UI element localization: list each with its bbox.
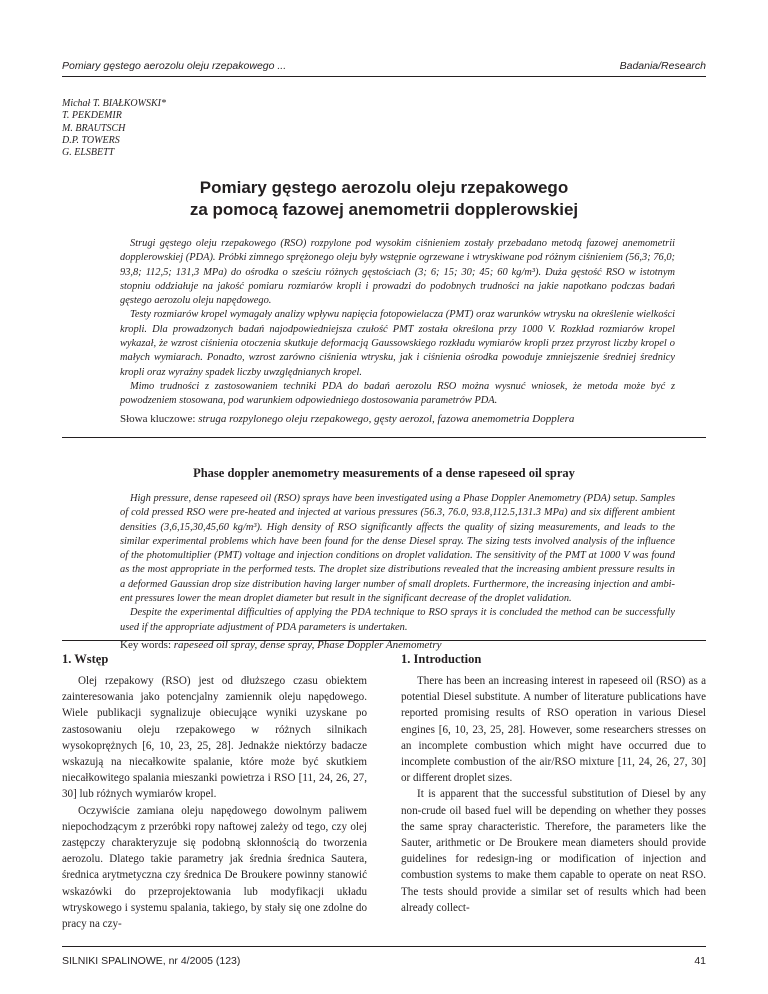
keywords-text: struga rozpylonego oleju rzepakowego, gęsty aerozol, fazowa anemometria Dopplera: [198, 412, 575, 425]
author: Michał T. BIAŁKOWSKI*: [62, 98, 166, 109]
abstract-paragraph: Strugi gęstego oleju rzepakowego (RSO) rozpylone pod wysokim ciśnieniem zostały przebadano metodą fazowej anemometrii dopplerowskiej (PDA). Próbki zimnego sprężonego oleju były wstępnie ogrzewane i wtryskiwane pod różnym ciśnieniem (56,3; 76,0; 93,8; 112,5; 131,3 MPa) do ośrodka o sześciu różnych gęstościach (3; 6; 15; 30; 45; 60 kg/m³). Duża gęstość RSO w istotnym stopniu oddziałuje na jakość pomiaru rozmiarów kropli i prowadzi do podobnych trudności na jakie napotkano podczas badań gęstego aerozolu oleju napędowego.: [120, 238, 675, 307]
author-list: [62, 98, 166, 159]
author: T. PEKDEMIR: [62, 110, 122, 122]
keywords-text: rapeseed oil spray, dense spray, Phase Doppler Anemometry: [173, 638, 442, 651]
section-rule: [62, 640, 706, 641]
author: G. ELSBETT: [62, 147, 115, 159]
title-line: za pomocą fazowej anemometrii dopplerowskiej: [189, 200, 579, 219]
running-header-title: Pomiary gęstego aerozolu oleju rzepakowego ...: [62, 60, 287, 72]
journal-citation: SILNIKI SPALINOWE, nr 4/2005 (123): [62, 955, 241, 967]
footer-rule: [62, 946, 706, 947]
abstract-pl: [120, 237, 675, 426]
abstract-en: [120, 492, 675, 652]
author: D.P. TOWERS: [62, 134, 120, 146]
abstract-paragraph: Despite the experimental difficulties of applying the PDA technique to RSO sprays it is concluded the method can be successfully used if the appropriate adjustment of PDA parameters is undertaken.: [120, 607, 675, 633]
keywords-pl: [120, 412, 675, 426]
article-title-en: Phase doppler anemometry measurements of a dense rapeseed oil spray: [193, 466, 575, 480]
running-header-section: Badania/Research: [619, 60, 706, 72]
title-line: Pomiary gęstego aerozolu oleju rzepakowego: [199, 178, 569, 197]
body-paragraph: Olej rzepakowy (RSO) jest od dłuższego czasu obiektem zainteresowania jako potencjalny zamiennik oleju napędowego. Wiele publikacji sygnalizuje obiecujące wyniki uzyskane po zastosowaniu oleju rzepakowego w różnych silnikach wysokoprężnych [6, 10, 23, 25, 28]. Jednakże niektórzy badacze wskazują na niecałkowite spalanie, które może być skutkiem niecałkowitego spalania mieszanki powietrza i RSO [11, 24, 26, 27, 30] lub różnych wymiarów kropel.: [62, 675, 367, 801]
author: M. BRAUTSCH: [62, 122, 126, 134]
body-paragraph: Oczywiście zamiana oleju napędowego dowolnym paliwem niepochodzącym z przeróbki ropy naftowej zależy od tego, czy olej zastępczy charakteryzuje się podobną skłonnością do tworzenia aerozolu. Dlatego takie parametry jak średnia średnica Sautera, średnica arytmetyczna czy średnica De Broukere powinny stanowić wskazówki do przeprojektowania lub modyfikacji układu wtryskowego i systemu spalania, takiego, by stały się one zdolne do pracy na czy-: [62, 804, 367, 931]
section-rule: [62, 437, 706, 438]
section-heading: 1. Introduction: [401, 652, 482, 666]
keywords-label: Key words:: [120, 638, 172, 651]
section-heading: 1. Wstęp: [62, 652, 109, 666]
column-polish: [62, 650, 367, 932]
keywords-label: Słowa kluczowe:: [120, 412, 196, 425]
abstract-paragraph: High pressure, dense rapeseed oil (RSO) sprays have been investigated using a Phase Doppler Anemometry (PDA) setup. Samples of cold pressed RSO were pre-heated and injected at various pressures (56.3, 76.0, 93.8,112.5,131.3 MPa) and six different ambient densities (3,6,15,30,45,60 kg/m³). High density of RSO significantly affects the quality of sizing measurements, and leads to the similar experimental problems which have been found for the dense Diesel spray. The sizing tests involved analysis of the influence of the photomultiplier (PMT) voltage and injection conditions on droplet validation. The sensitivity of the PMT at 1000 V was found as the most appropriate in the performed tests. The droplet size distributions revealed that the increasing ambient pressure results in a deformed Gaussian drop size distribution having larger number of small droplets. Furthermore, the increasing injection and ambi-ent pressures lower the mean droplet diameter but result in the significant decrease of the droplet validation.: [120, 493, 675, 605]
article-title-pl: [62, 177, 706, 221]
abstract-paragraph: Mimo trudności z zastosowaniem techniki PDA do badań aerozolu RSO można wysnuć wniosek, że metoda może być z powodzeniem stosowana, pod warunkiem odpowiedniego dostosowania parametrów PDA.: [120, 380, 675, 407]
page-number: 41: [694, 955, 706, 967]
body-paragraph: There has been an increasing interest in rapeseed oil (RSO) as a potential Diesel substitute. A number of literature publications have reported promising results of RSO operation in various Diesel engines [6, 10, 23, 25, 28]. However, some researchers stresses on an incomplete combustion which might have occurred due to incomplete combustion of the air/RSO mixture [11, 24, 26, 27, 30] or different droplet sizes.: [401, 675, 706, 785]
abstract-paragraph: Testy rozmiarów kropel wymagały analizy wpływu napięcia fotopowielacza (PMT) oraz warunków wtrysku na określenie wielkości kropli. Dla prowadzonych badań najodpowiedniejsza czułość PMT została określona przy 1000 V. Rozkład rozmiarów kropel wykazał, że wzrost ciśnienia otoczenia skutkuje deformacją Gaussowskiego rozkładu wymiarów kropli przez przyrost liczby kropel o małych wymiarach. Ponadto, wzrost zarówno ciśnienia wtrysku, jak i ciśnienia ośrodka powoduje zmniejszenie średniej średnicy kropli oraz wyraźny spadek liczby uwzględnianych kropel.: [120, 309, 675, 378]
header-rule: [62, 76, 706, 77]
body-paragraph: It is apparent that the successful substitution of Diesel by any non-crude oil based fuel will be depending on whether they posses the same spray characteristic. Therefore, the parameters like the Sauter, arithmetic or De Broukere mean diameters should provide guidelines for redesign-ing or modification of injection and combustion systems to make them capable to operate on neat RSO. The tests should provide a similar set of results which had been already collect-: [401, 788, 706, 914]
column-english: [401, 650, 706, 916]
